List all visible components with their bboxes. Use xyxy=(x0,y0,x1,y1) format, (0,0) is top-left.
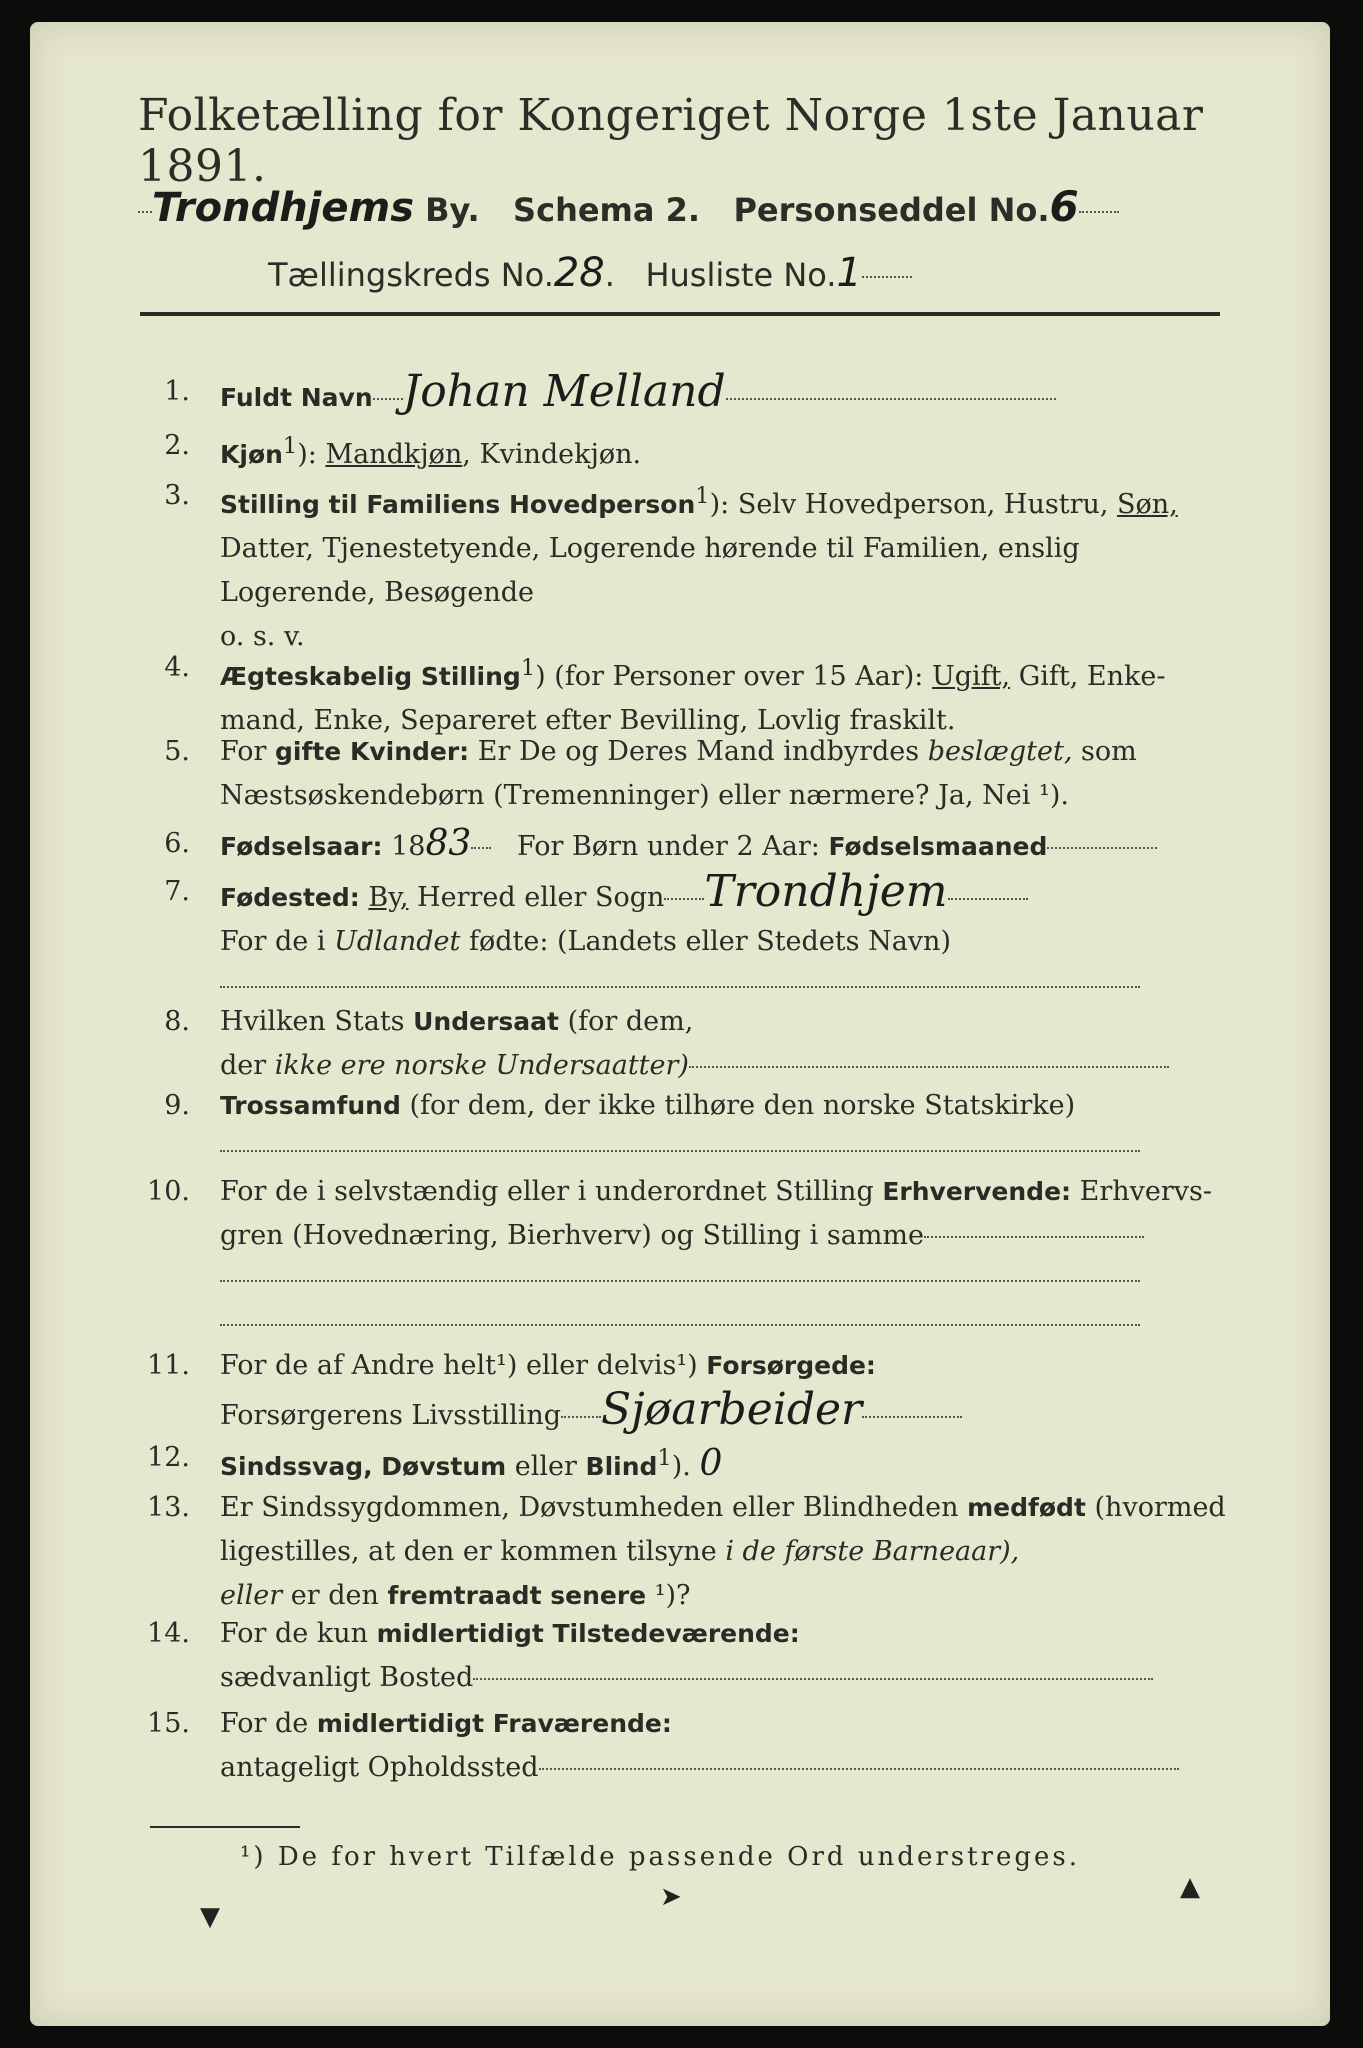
footnote-ref: 1 xyxy=(657,1445,672,1471)
item-text: ligestilles, at den er kommen tilsyne xyxy=(220,1536,717,1567)
item-text: For xyxy=(220,736,267,767)
item-number: 9. xyxy=(164,1090,190,1121)
item-text: som xyxy=(1081,736,1137,767)
item-text: Næstsøskendebørn (Tremenninger) eller nærmere? Ja, Nei ¹). xyxy=(220,780,1069,811)
item-label: gifte Kvinder: xyxy=(275,737,470,766)
item-text: er den xyxy=(290,1580,379,1611)
city-handwritten: Trondhjems xyxy=(152,185,415,231)
husliste-no: 1 xyxy=(836,250,862,296)
option-by: By, xyxy=(368,882,409,913)
option-ugift: Ugift, xyxy=(932,661,1011,692)
footnote-rule xyxy=(150,1826,300,1828)
arrow-mark-icon: ➤ xyxy=(660,1882,682,1912)
footnote: ¹) De for hvert Tilfælde passende Ord understreges. xyxy=(240,1842,1081,1872)
option-mandkjon: Mandkjøn xyxy=(325,439,463,470)
provider-occupation-value: Sjøarbeider xyxy=(601,1384,863,1435)
item-text: (for dem, xyxy=(567,1006,694,1037)
item-number: 10. xyxy=(147,1176,190,1207)
form-header-line xyxy=(138,182,1238,231)
item-label: fremtraadt senere xyxy=(387,1581,647,1610)
kreds-no: 28 xyxy=(553,250,605,296)
item-label: Fødselsaar: xyxy=(220,832,383,861)
item-text: (hvormed xyxy=(1094,1492,1226,1523)
item-label: Undersaat xyxy=(413,1007,559,1036)
item-text: ¹)? xyxy=(654,1580,691,1611)
item-text: o. s. v. xyxy=(220,621,305,652)
item-text: For Børn under 2 Aar: xyxy=(517,831,820,862)
footnote-ref: 1 xyxy=(520,655,536,681)
item-text: For de i selvstændig eller i underordnet Stilling xyxy=(220,1176,874,1207)
footnote-ref: 1 xyxy=(695,483,710,509)
census-form: Folketælling for Kongeriget Norge 1ste Januar 1891. Trondhjems By. Schema 2. Personseddel No.6 Tællingskreds No.28. Husliste No.1 1. Fuldt Navn Johan Melland 2. Kjøn$^1$): Mandkjøn, Kvindekjøn. 3. Stilling til Familiens Hovedperson$^1$): Selv Hovedperson, Hustru, Søn, Datter, Tjenestetyende, Logerende hørende til Familien, enslig Logerende, Besøgende o. s. v. 4. Ægteskabelig Stilling$^1$) (for Personer over 15 Aar): Ugift, Gift, Enke- mand, Enke, Separeret efter Bevilling, Lovlig fraskilt. 5. For gifte Kvinder: Er De og Deres Mand indbyrdes beslægtet, som Næstsøskendebørn (Tremenninger) eller nærmere? Ja, Nei ¹). 6. Fødselsaar: 1883 For Børn under 2 Aar: Fødselsmaaned 7. Fødested: By, Herred eller Sogn Trondhjem For de i Udlandet fødte: (Landets eller Stedets Navn) 8. Hvilken Stats Undersaat (for dem, der ikke ere norske Undersaatter) 9. Trossamfund (for dem, der ikke tilhøre den norske Statskirke) 10. For de i selvstændig eller i underordnet Stilling Erhvervende: Erhvervs- gren (Hovednæring, Bierhverv) og Stilling i samme 11. For de af Andre helt¹) eller delvis¹) Forsørgede: Forsørgerens Livsstilling Sjøarbeider 12. Sindssvag, Døvstum eller Blind$^1$). 0 13. Er Sindssygdommen, Døvstumheden eller Blindheden medfødt (hvormed ligestilles, at den er kommen tilsyne i de første Barneaar), eller er den fremtraadt senere ¹)? 14. For de kun midlertidigt Tilstedeværende: sædvanligt Bosted 15. For de midlertidigt Fraværende: antageligt Opholdssted ¹) De for hvert Tilfælde passende Ord understreges. ▼ ➤ ▲ xyxy=(30,22,1330,2026)
item-text: For de xyxy=(220,1708,309,1739)
item-number: 8. xyxy=(164,1006,190,1037)
disability-value: 0 xyxy=(699,1443,723,1484)
item-number: 15. xyxy=(147,1708,190,1739)
kreds-label: Tællingskreds No. xyxy=(268,256,554,294)
item-number: 14. xyxy=(147,1618,190,1649)
header-rule xyxy=(140,312,1220,316)
birth-year-value: 83 xyxy=(425,823,472,864)
year-prefix: 18 xyxy=(391,831,426,862)
item-text: Selv Hovedperson, Hustru, xyxy=(737,489,1109,520)
item-label: Fødselsmaaned xyxy=(828,832,1048,861)
item-text: Datter, Tjenestetyende, Logerende hørende til Familien, enslig xyxy=(220,533,1080,564)
item-text: i de første Barneaar), xyxy=(725,1536,1020,1567)
item-text: eller xyxy=(220,1580,283,1611)
arrow-mark-icon: ▲ xyxy=(1180,1872,1200,1902)
item-text: For de af Andre helt¹) eller delvis¹) xyxy=(220,1350,698,1381)
item-label: midlertidigt Tilstedeværende: xyxy=(376,1619,800,1648)
item-text: mand, Enke, Separeret efter Bevilling, Lovlig fraskilt. xyxy=(220,705,956,736)
item-text: Logerende, Besøgende xyxy=(220,577,534,608)
item-text: Gift, Enke- xyxy=(1018,661,1166,692)
birthplace-value: Trondhjem xyxy=(704,866,948,917)
item-text: Er De og Deres Mand indbyrdes xyxy=(477,736,920,767)
form-title: Folketælling for Kongeriget Norge 1ste Januar 1891. xyxy=(138,90,1204,192)
by-label: By. xyxy=(425,191,480,229)
item-text: For de kun xyxy=(220,1618,368,1649)
item-number: 1. xyxy=(164,376,190,407)
item-label: Blind xyxy=(585,1452,658,1481)
item-number: 5. xyxy=(164,736,190,767)
item-text: (for dem, der ikke tilhøre den norske Statskirke) xyxy=(409,1090,1076,1121)
item-text: der xyxy=(220,1050,267,1081)
item-number: 3. xyxy=(164,480,190,511)
husliste-label: Husliste No. xyxy=(645,256,837,294)
item-number: 6. xyxy=(164,828,190,859)
item-label: Kjøn xyxy=(220,440,283,469)
item-text: Hvilken Stats xyxy=(220,1006,405,1037)
arrow-mark-icon: ▼ xyxy=(200,1902,220,1932)
item-text: eller xyxy=(514,1451,577,1482)
item-label: Forsørgede: xyxy=(706,1351,876,1380)
item-text: beslægtet, xyxy=(927,736,1073,767)
option-kvindekjon: Kvindekjøn. xyxy=(479,439,642,470)
item-text: Erhvervs- xyxy=(1079,1176,1213,1207)
item-label: Stilling til Familiens Hovedperson xyxy=(220,490,696,519)
item-number: 11. xyxy=(147,1350,190,1381)
item-text: ikke ere norske Undersaatter) xyxy=(274,1050,689,1081)
item-label: Erhvervende: xyxy=(882,1177,1072,1206)
item-text: Udlandet xyxy=(334,926,461,957)
kreds-line: Tællingskreds No.28. Husliste No.1 xyxy=(268,250,1168,296)
schema-label: Schema 2. xyxy=(513,191,701,229)
option-son: Søn, xyxy=(1117,489,1178,520)
item-text: antageligt Opholdssted xyxy=(220,1752,539,1783)
item-number: 13. xyxy=(147,1492,190,1523)
footnote-ref: 1 xyxy=(282,433,298,459)
item-label: midlertidigt Fraværende: xyxy=(316,1709,672,1738)
item-text: For de i xyxy=(220,926,326,957)
item-text: Er Sindssygdommen, Døvstumheden eller Blindheden xyxy=(220,1492,959,1523)
item-label: Trossamfund xyxy=(220,1091,401,1120)
item-label: Ægteskabelig Stilling xyxy=(220,662,521,691)
item-text: Herred eller Sogn xyxy=(417,882,665,913)
item-text: fødte: (Landets eller Stedets Navn) xyxy=(468,926,951,957)
personseddel-label: Personseddel No. xyxy=(733,191,1050,229)
item-number: 12. xyxy=(147,1442,190,1473)
item-label: Sindssvag, Døvstum xyxy=(220,1452,507,1481)
item-text: (for Personer over 15 Aar): xyxy=(554,661,924,692)
item-number: 7. xyxy=(164,876,190,907)
item-label: medfødt xyxy=(967,1493,1086,1522)
item-text: sædvanligt Bosted xyxy=(220,1662,474,1693)
item-label: Fødested: xyxy=(220,883,360,912)
item-label: Fuldt Navn xyxy=(220,383,373,412)
item-text: gren (Hovednæring, Bierhverv) og Stilling i samme xyxy=(220,1220,925,1251)
item-number: 2. xyxy=(164,430,190,461)
item-number: 4. xyxy=(164,652,190,683)
personseddel-no: 6 xyxy=(1049,182,1079,231)
full-name-value: Johan Melland xyxy=(402,366,726,417)
item-text: Forsørgerens Livsstilling xyxy=(220,1400,562,1431)
